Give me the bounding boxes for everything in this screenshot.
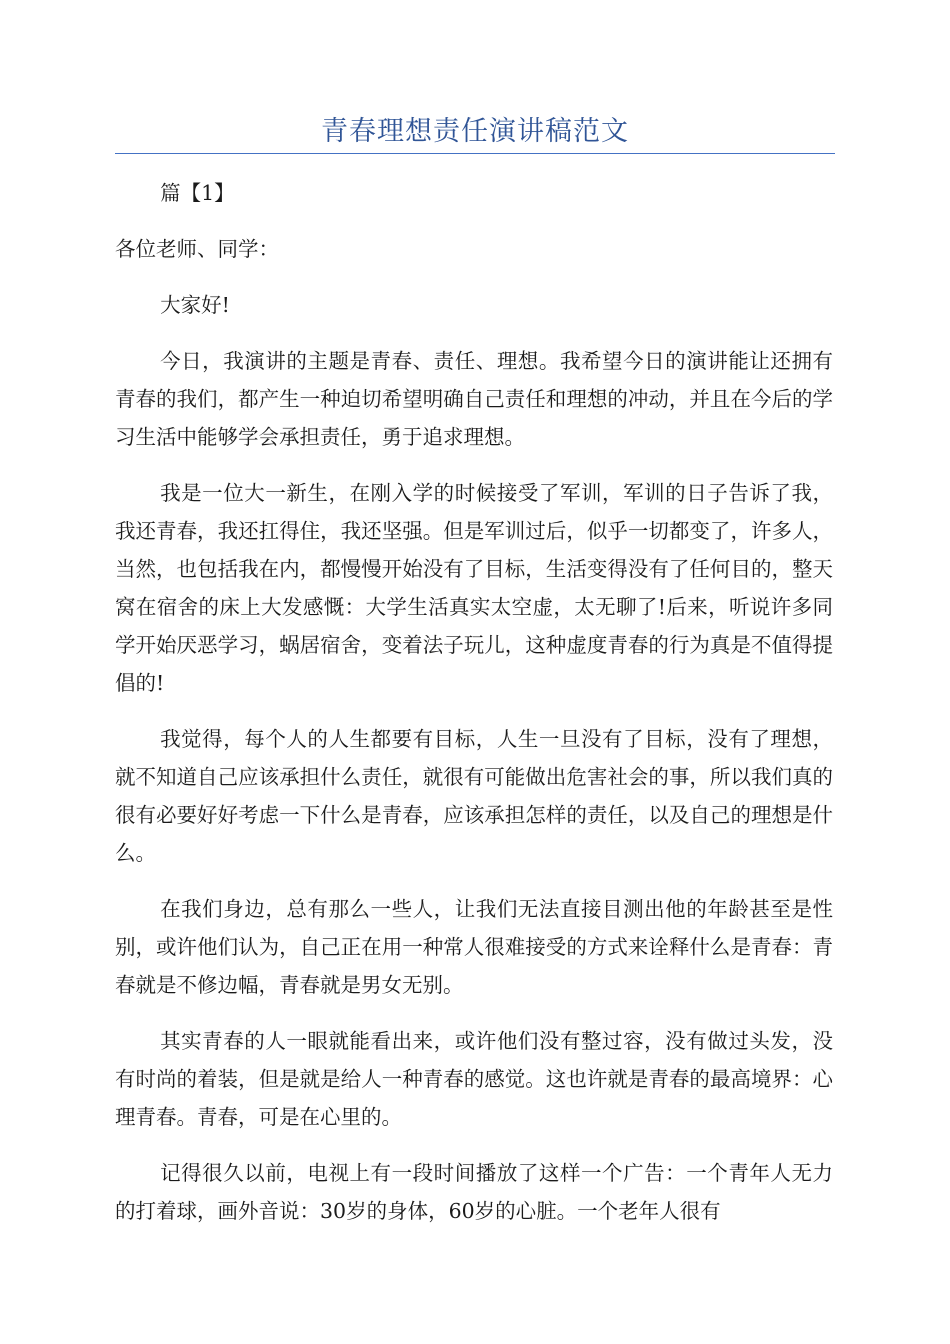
paragraph: 今日，我演讲的主题是青春、责任、理想。我希望今日的演讲能让还拥有青春的我们，都产生一种迫切希望明确自己责任和理想的冲动，并且在今后的学习生活中能够学会承担责任，勇于追求理想。: [115, 349, 833, 449]
document-title: 青春理想责任演讲稿范文: [321, 116, 629, 147]
salutation: 各位老师、同学：: [115, 237, 279, 261]
paragraph: 我是一位大一新生，在刚入学的时候接受了军训，军训的日子告诉了我，我还青春，我还扛得住，我还坚强。但是军训过后，似乎一切都变了，许多人，当然，也包括我在内，都慢慢开始没有了目标，生活变得没有了任何目的，整天窝在宿舍的床上大发感慨：大学生活真实太空虚，太无聊了!后来，听说许多同学开始厌恶学习，蜗居宿舍，变着法子玩儿，这种虚度青春的行为真是不值得提倡的!: [115, 481, 833, 695]
document-body: [115, 174, 833, 1248]
greeting: 大家好!: [160, 293, 230, 317]
paragraph: 在我们身边，总有那么一些人，让我们无法直接目测出他的年龄甚至是性别，或许他们认为，自己正在用一种常人很难接受的方式来诠释什么是青春：青春就是不修边幅，青春就是男女无别。: [115, 897, 833, 997]
paragraph: 记得很久以前，电视上有一段时间播放了这样一个广告：一个青年人无力的打着球，画外音说：30岁的身体，60岁的心脏。一个老年人很有: [115, 1161, 833, 1223]
title-underline: [115, 153, 835, 154]
section-heading: 篇【1】: [160, 181, 235, 205]
paragraph: 其实青春的人一眼就能看出来，或许他们没有整过容，没有做过头发，没有时尚的着装，但是就是给人一种青春的感觉。这也许就是青春的最高境界：心理青春。青春，可是在心里的。: [115, 1029, 833, 1129]
paragraph: 我觉得，每个人的人生都要有目标，人生一旦没有了目标，没有了理想，就不知道自己应该承担什么责任，就很有可能做出危害社会的事，所以我们真的很有必要好好考虑一下什么是青春，应该承担怎样的责任，以及自己的理想是什么。: [115, 727, 833, 865]
